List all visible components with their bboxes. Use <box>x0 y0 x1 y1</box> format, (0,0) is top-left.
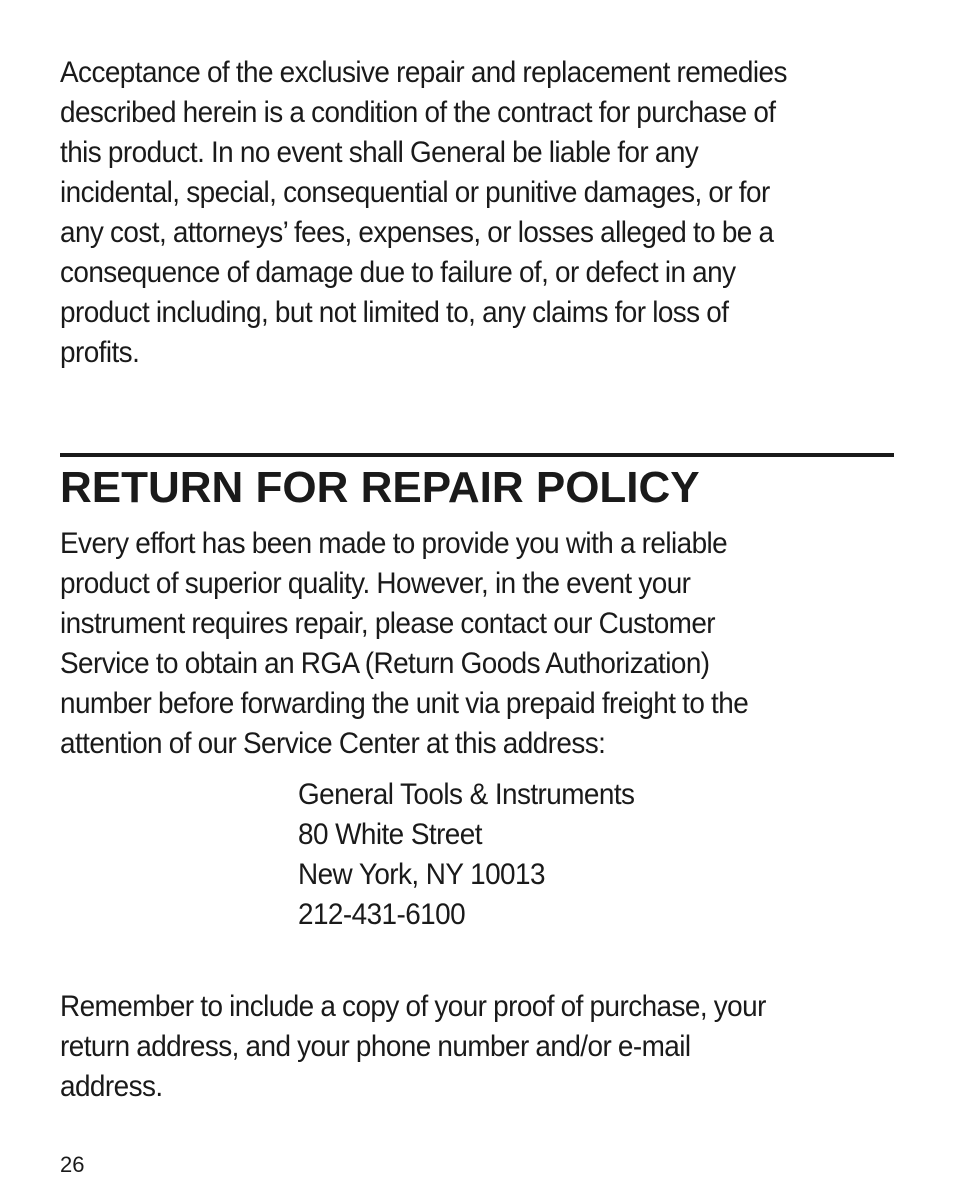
text-line: attention of our Service Center at this address: <box>60 727 606 760</box>
text-line: Remember to include a copy of your proof of purchase, your <box>60 990 766 1023</box>
text-line: Acceptance of the exclusive repair and replacement remedies <box>60 56 787 89</box>
text-line: Service to obtain an RGA (Return Goods Authorization) <box>60 647 710 680</box>
address-company: General Tools & Instruments <box>298 778 635 811</box>
address-street: 80 White Street <box>298 818 482 851</box>
address-phone: 212-431-6100 <box>298 898 466 931</box>
text-line: number before forwarding the unit via prepaid freight to the <box>60 687 749 720</box>
warranty-limitation-paragraph <box>60 53 841 373</box>
repair-policy-paragraph <box>60 524 841 764</box>
text-line: consequence of damage due to failure of, or defect in any <box>60 256 736 289</box>
text-line: instrument requires repair, please contact our Customer <box>60 607 716 640</box>
section-divider <box>60 453 894 457</box>
service-center-address <box>298 775 634 935</box>
reminder-paragraph <box>60 987 841 1107</box>
text-line: product of superior quality. However, in the event your <box>60 567 691 600</box>
text-line: described herein is a condition of the contract for purchase of <box>60 96 776 129</box>
text-line: product including, but not limited to, any claims for loss of <box>60 296 729 329</box>
section-heading: RETURN FOR REPAIR POLICY <box>60 463 700 512</box>
page-number: 26 <box>60 1152 85 1177</box>
text-line: incidental, special, consequential or punitive damages, or for <box>60 176 770 209</box>
text-line: address. <box>60 1070 163 1103</box>
text-line: return address, and your phone number and/or e-mail <box>60 1030 691 1063</box>
text-line: this product. In no event shall General be liable for any <box>60 136 699 169</box>
text-line: Every effort has been made to provide you with a reliable <box>60 527 728 560</box>
text-line: profits. <box>60 336 140 369</box>
address-city: New York, NY 10013 <box>298 858 545 891</box>
text-line: any cost, attorneys’ fees, expenses, or losses alleged to be a <box>60 216 774 249</box>
